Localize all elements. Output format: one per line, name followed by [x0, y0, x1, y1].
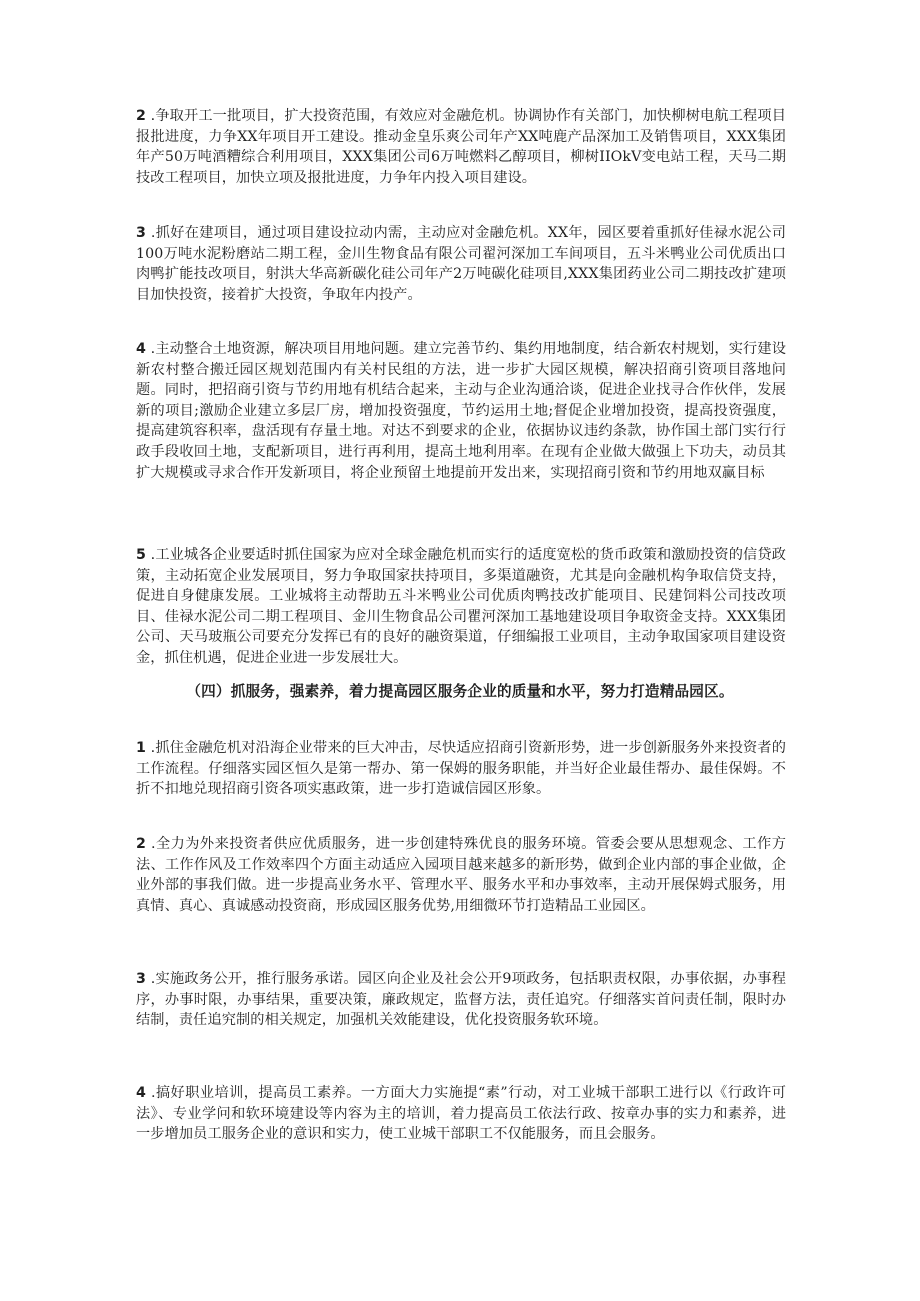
service-paragraph-4 — [136, 1083, 786, 1145]
paragraph-text: .抓好在建项目，通过项目建设拉动内需，主动应对金融危机。XX年，园区要着重抓好佳禄水泥公司100万吨水泥粉磨站二期工程，金川生物食品有限公司翟河深加工车间项目，五斗米鸭业公司优质出口肉鸭扩能技改项目，射洪大华高新碳化硅公司年产2万吨碳化硅项目,XXX集团药业公司二期技改扩建项目加快投资，接着扩大投资，争取年内投产。 — [136, 225, 786, 303]
paragraph-number: 2 — [136, 108, 146, 124]
section-heading: （四）抓服务，强素养，着力提高园区服务企业的质量和水平，努力打造精品园区。 — [186, 683, 734, 700]
paragraph-number: 1 — [136, 740, 146, 756]
paragraph-text: .搞好职业培训，提高员工素养。一方面大力实施提“素”行动，对工业城干部职工进行以《行政许可法》、专业学问和软环境建设等内容为主的培训，着力提高员工依法行政、按章办事的实力和素养，进一步增加员工服务企业的意识和实力，使工业城干部职工不仅能服务，而且会服务。 — [136, 1085, 786, 1143]
paragraph-number: 3 — [136, 225, 146, 241]
paragraph-item-3 — [136, 223, 786, 305]
service-paragraph-1 — [136, 738, 786, 800]
paragraph-text: .抓住金融危机对沿海企业带来的巨大冲击，尽快适应招商引资新形势，进一步创新服务外来投资者的工作流程。仔细落实园区恒久是第一帮办、第一保姆的服务职能，并当好企业最佳帮办、最佳保姆。不折不扣地兑现招商引资各项实惠政策，进一步打造诚信园区形象。 — [136, 740, 786, 798]
service-paragraph-2 — [136, 834, 786, 916]
paragraph-number: 4 — [136, 1085, 146, 1101]
paragraph-item-5 — [136, 545, 786, 669]
paragraph-number: 5 — [136, 547, 146, 563]
paragraph-text: .实施政务公开，推行服务承诺。园区向企业及社会公开9项政务，包括职责权限，办事依据，办事程序，办事时限，办事结果，重要决策，廉政规定，监督方法，责任追究。仔细落实首问责任制，限时办结制，责任追究制的相关规定，加强机关效能建设，优化投资服务软环境。 — [136, 971, 786, 1029]
paragraph-text: .工业城各企业要适时抓住国家为应对全球金融危机而实行的适度宽松的货币政策和激励投资的信贷政策，主动拓宽企业发展项目，努力争取国家扶持项目，多渠道融资，尤其是向金融机构争取信贷支持，促进自身健康发展。工业城将主动帮助五斗米鸭业公司优质肉鸭技改扩能项目、民建饲料公司技改项目、佳禄水泥公司二期工程项目、金川生物食品公司瞿河深加工基地建设项目争取资金支持。XXX集团公司、天马玻瓶公司要充分发挥已有的良好的融资渠道，仔细编报工业项目，主动争取国家项目建设资金，抓住机遇，促进企业进一步发展壮大。 — [136, 547, 786, 666]
paragraph-item-2 — [136, 106, 786, 188]
paragraph-number: 3 — [136, 971, 146, 987]
service-paragraph-3 — [136, 969, 786, 1031]
paragraph-item-4 — [136, 339, 786, 483]
paragraph-text: .争取开工一批项目，扩大投资范围，有效应对金融危机。协调协作有关部门，加快柳树电航工程项目报批进度，力争XX年项目开工建设。推动金皇乐爽公司年产XX吨鹿产品深加工及销售项目，XXX集团年产50万吨酒糟综合利用项目，XXX集团公司6万吨燃料乙醇项目，柳树IIOkV变电站工程，天马二期技改工程项目，加快立项及报批进度，力争年内投入项目建设。 — [136, 108, 786, 186]
paragraph-number: 2 — [136, 836, 146, 852]
paragraph-text: .主动整合土地资源，解决项目用地问题。建立完善节约、集约用地制度，结合新农村规划，实行建设新农村整合搬迁园区规划范围内有关村民组的方法，进一步扩大园区规模，解决招商引资项目落地问题。同时，把招商引资与节约用地有机结合起来，主动与企业沟通洽谈，促进企业找寻合作伙伴，发展新的项目;激励企业建立多层厂房，增加投资强度，节约运用土地;督促企业增加投资，提高投资强度，提高建筑容积率，盘活现有存量土地。对达不到要求的企业，依据协议违约条款，协作国土部门实行行政手段收回土地，支配新项目，进行再利用，提高土地利用率。在现有企业做大做强上下功夫，动员其扩大规模或寻求合作开发新项目，将企业预留土地提前开发出来，实现招商引资和节约用地双赢目标 — [136, 341, 786, 481]
paragraph-text: .全力为外来投资者供应优质服务，进一步创建特殊优良的服务环境。管委会要从思想观念、工作方法、工作作风及工作效率四个方面主动适应入园项目越来越多的新形势，做到企业内部的事企业做，企业外部的事我们做。进一步提高业务水平、管理水平、服务水平和办事效率，主动开展保姆式服务，用真情、真心、真诚感动投资商，形成园区服务优势,用细微环节打造精品工业园区。 — [136, 836, 786, 914]
paragraph-number: 4 — [136, 341, 146, 357]
